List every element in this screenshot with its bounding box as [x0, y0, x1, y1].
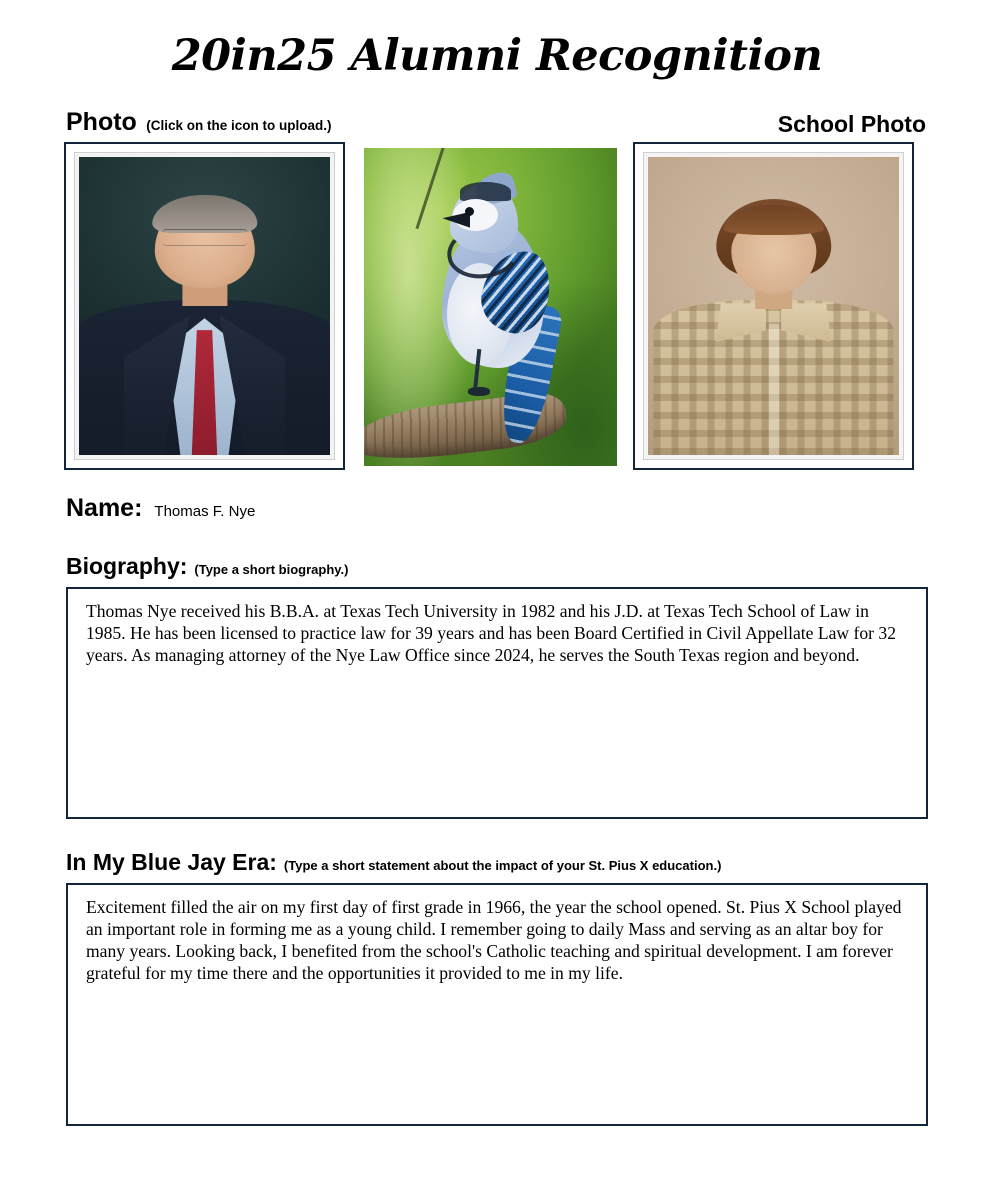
blue-jay-era-heading — [66, 849, 928, 876]
school-photo-label: School Photo — [777, 111, 926, 138]
portrait-photo-image — [79, 157, 330, 455]
blue-jay-mascot-image[interactable] — [364, 148, 617, 466]
school-photo-image — [648, 157, 899, 455]
biography-heading — [66, 553, 928, 580]
portrait-hair — [152, 195, 257, 234]
blue-jay-era-text: Excitement filled the air on my first day of first grade in 1966, the year the school opened. St. Pius X School played an important role in forming me as a young child. I remember going to daily Mass and serving as an altar boy for many years. Looking back, I benefited from the school's Catholic teaching and spiritual development. I am forever grateful for my time there and the opportunities it provided to me in my life. — [86, 897, 902, 983]
bird-foot — [468, 387, 491, 397]
school-photo-shirt-placket — [768, 324, 778, 455]
photo-label-group — [66, 108, 332, 137]
photo-section-labels — [0, 108, 994, 138]
name-value[interactable]: Thomas F. Nye — [154, 503, 256, 521]
bird-crown-marking — [460, 182, 511, 201]
blue-jay-era-textarea[interactable] — [66, 883, 928, 1126]
blue-jay-era-label: In My Blue Jay Era: — [66, 849, 277, 876]
portrait-photo-frame[interactable] — [64, 142, 345, 470]
glasses-icon — [162, 229, 247, 246]
page-title: 20in25 Alumni Recognition — [171, 31, 823, 81]
blue-jay-era-hint: (Type a short statement about the impact of your St. Pius X education.) — [283, 858, 722, 874]
biography-text: Thomas Nye received his B.B.A. at Texas Tech University in 1982 and his J.D. at Texas Tech School of Law in 1985. He has been licensed to practice law for 39 years and has been Board Certified in Civil Appellate Law for 32 years. As managing attorney of the Nye Law Office since 2024, he serves the South Texas region and beyond. — [86, 601, 897, 665]
photo-row — [0, 142, 994, 472]
name-label: Name: — [66, 494, 143, 523]
biography-section — [0, 553, 994, 819]
biography-label: Biography: — [66, 553, 188, 580]
photo-upload-hint: (Click on the icon to upload.) — [146, 118, 332, 134]
school-photo-mat — [643, 152, 904, 460]
name-row — [66, 494, 994, 523]
blue-jay-era-section — [0, 849, 994, 1126]
biography-textarea[interactable] — [66, 587, 928, 819]
photo-label: Photo — [66, 108, 137, 137]
biography-hint: (Type a short biography.) — [194, 562, 349, 578]
school-photo-frame[interactable] — [633, 142, 914, 470]
portrait-photo-mat — [74, 152, 335, 460]
